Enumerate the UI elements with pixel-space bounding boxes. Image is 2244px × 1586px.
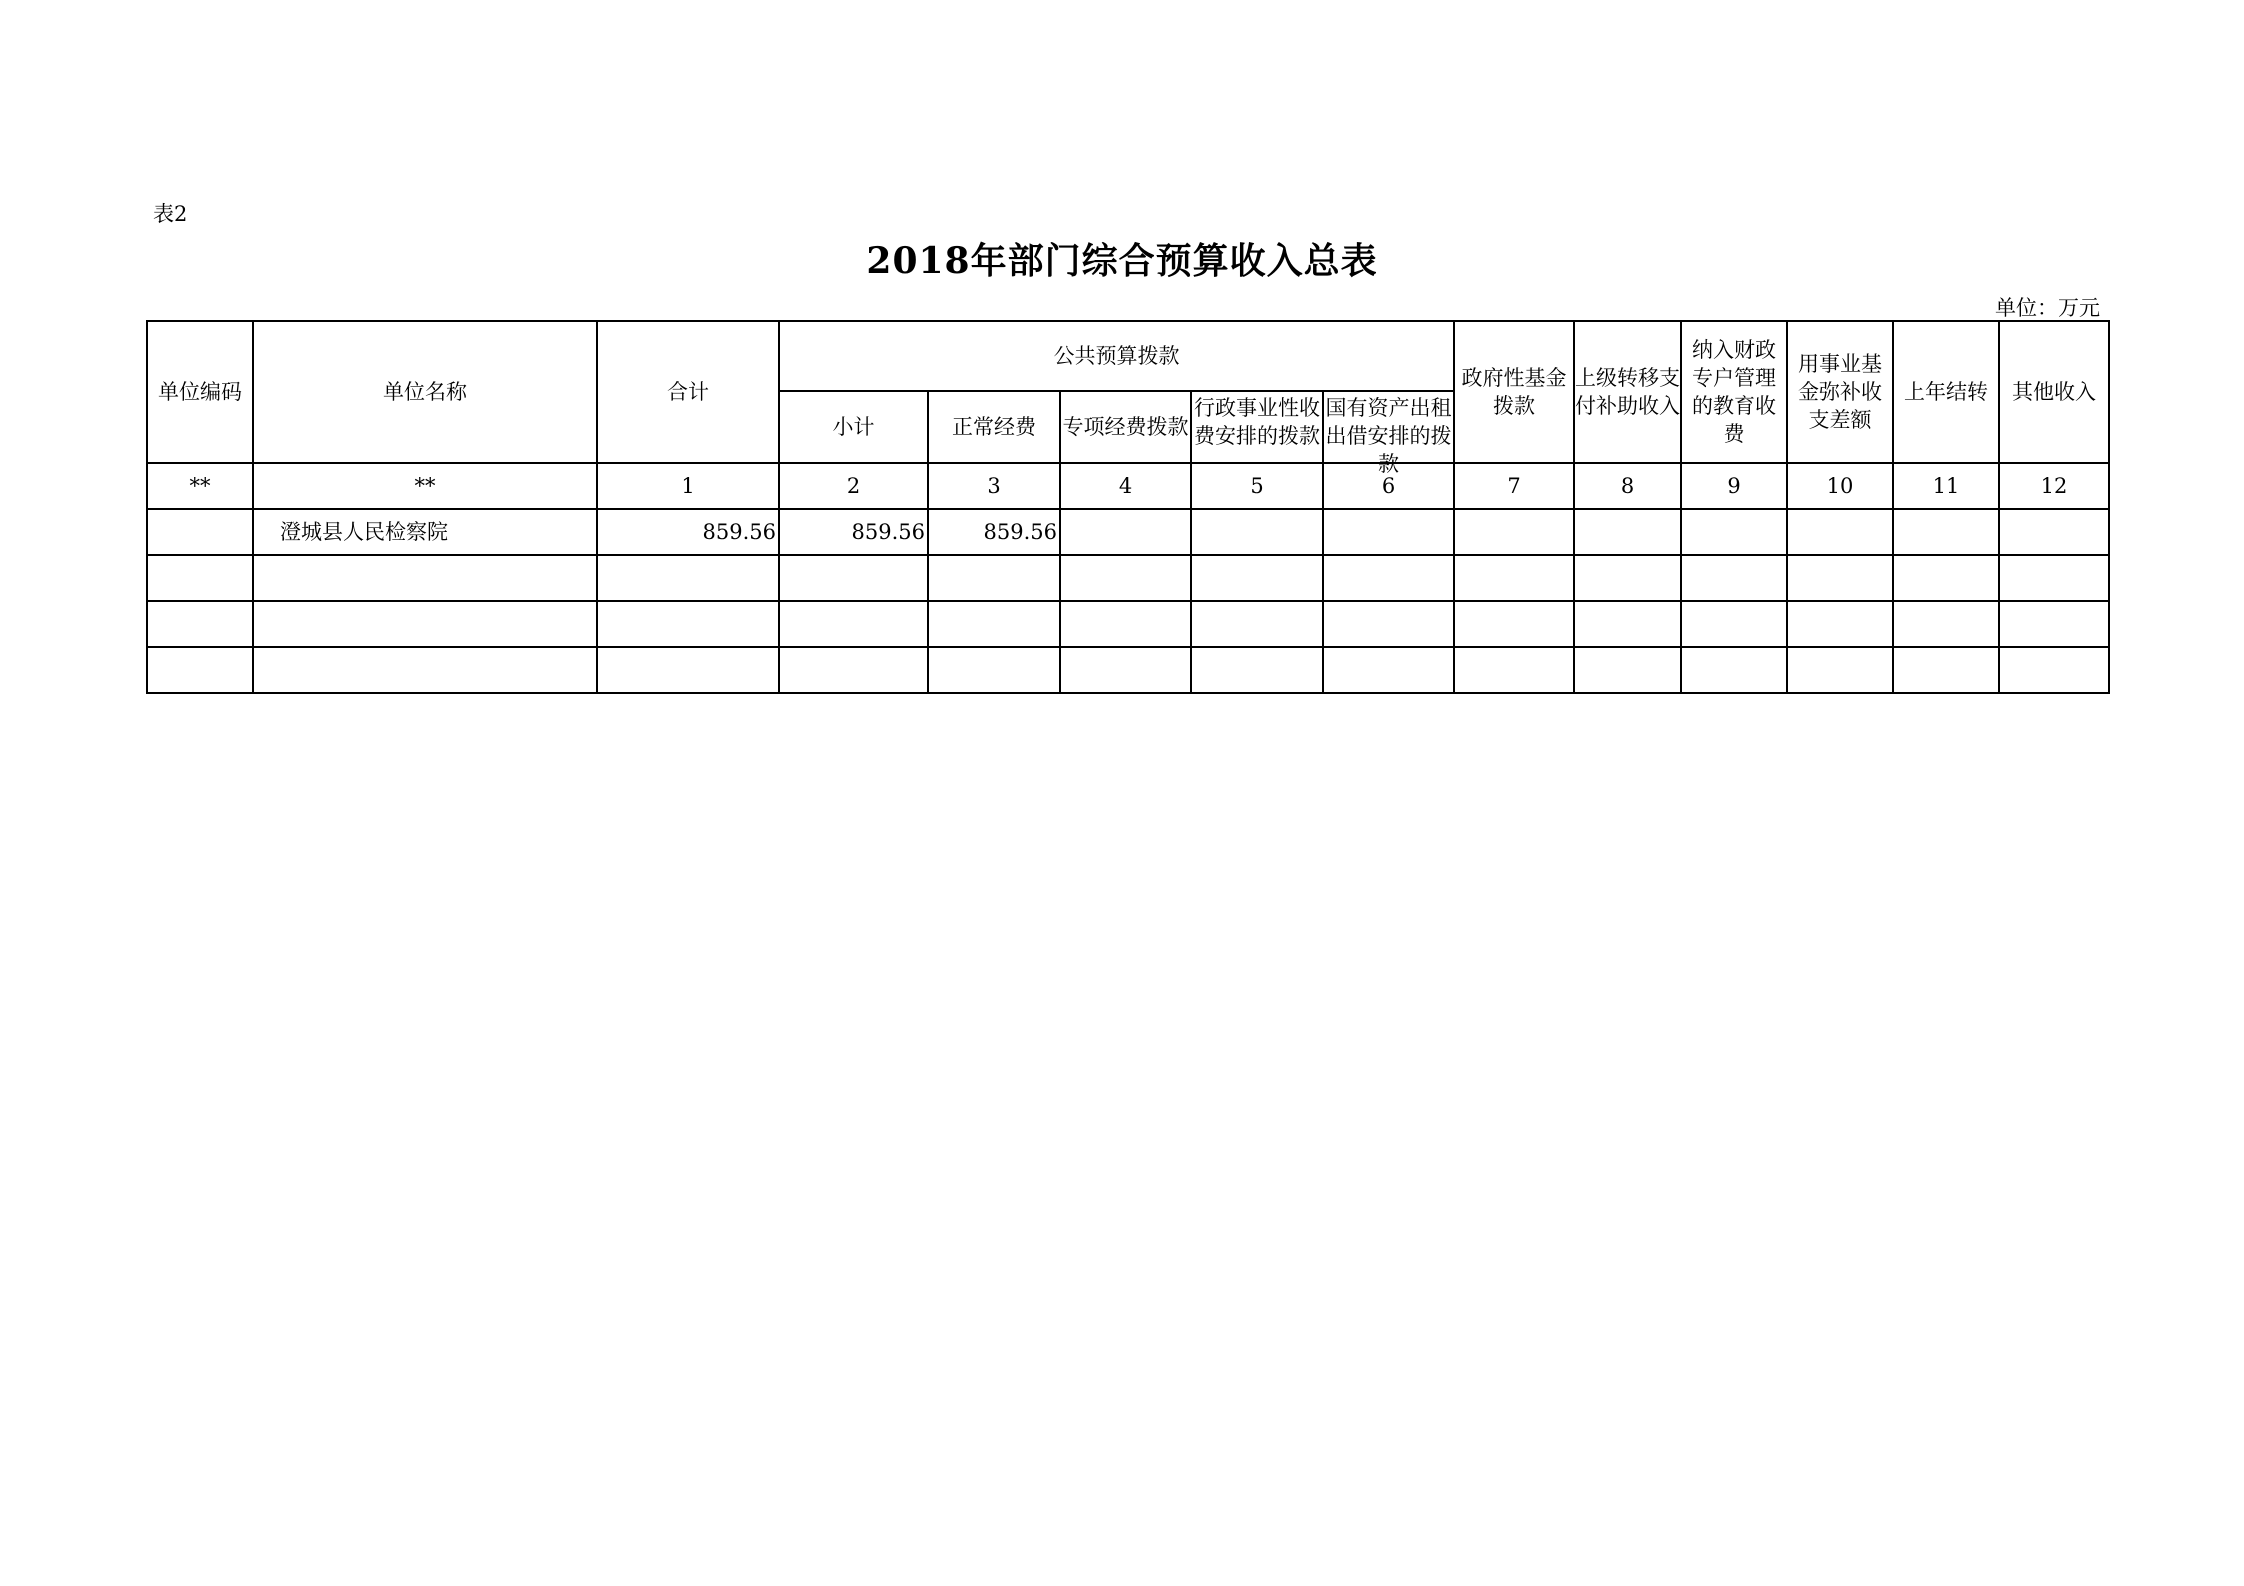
- index-cell: 3: [928, 463, 1060, 509]
- header-unit-code: 单位编码: [147, 321, 253, 463]
- table-cell: [1893, 601, 1999, 647]
- table-cell: [1191, 601, 1323, 647]
- table-row: [147, 509, 2109, 555]
- header-total: 合计: [597, 321, 779, 463]
- header-other-income: 其他收入: [1999, 321, 2109, 463]
- table-cell: [147, 555, 253, 601]
- table-cell: [779, 555, 928, 601]
- table-cell: [1574, 555, 1681, 601]
- table-cell: [1454, 509, 1574, 555]
- table-cell: [1323, 555, 1454, 601]
- table-cell: [1060, 555, 1191, 601]
- table-cell: [1191, 555, 1323, 601]
- table-row: [147, 601, 2109, 647]
- table-cell: [928, 555, 1060, 601]
- table-cell: [1060, 647, 1191, 693]
- table-cell: [779, 647, 928, 693]
- table-cell: [1681, 601, 1787, 647]
- table-cell: [1787, 555, 1893, 601]
- table-cell: [928, 601, 1060, 647]
- table-cell: [1681, 555, 1787, 601]
- table-cell: [1999, 509, 2109, 555]
- cell-unit-code: [147, 509, 253, 555]
- header-admin-fees-text: 行政事业性收费安排的拨款: [1194, 396, 1320, 448]
- table-cell: [928, 647, 1060, 693]
- table-cell: [1787, 601, 1893, 647]
- table-cell: [1999, 555, 2109, 601]
- table-cell: [1681, 509, 1787, 555]
- table-cell: [1999, 647, 2109, 693]
- table-cell: [1191, 509, 1323, 555]
- index-row: [147, 463, 2109, 509]
- table-cell: [1323, 601, 1454, 647]
- index-cell: 2: [779, 463, 928, 509]
- header-normal-funds: 正常经费: [928, 391, 1060, 463]
- header-state-assets: [1323, 391, 1454, 476]
- header-fund-balance: 用事业基金弥补收支差额: [1787, 321, 1893, 463]
- table-cell: [1323, 509, 1454, 555]
- table-cell: [147, 647, 253, 693]
- budget-income-table: [146, 320, 2110, 694]
- cell-total: 859.56: [597, 509, 779, 555]
- table-cell: [1060, 601, 1191, 647]
- table-cell: [779, 601, 928, 647]
- table-cell: [1574, 647, 1681, 693]
- table-cell: [253, 555, 597, 601]
- table-cell: [597, 601, 779, 647]
- table-cell: [597, 555, 779, 601]
- header-education-fees: 纳入财政专户管理的教育收费: [1681, 321, 1787, 463]
- cell-normal-funds: 859.56: [928, 509, 1060, 555]
- header-prior-carryover: 上年结转: [1893, 321, 1999, 463]
- header-subtotal: 小计: [779, 391, 928, 463]
- table-cell: [1323, 647, 1454, 693]
- header-admin-fees: [1191, 391, 1323, 463]
- index-cell: 1: [597, 463, 779, 509]
- index-cell: 6: [1323, 463, 1454, 509]
- table-cell: [597, 647, 779, 693]
- unit-label: 单位：万元: [1995, 296, 2100, 320]
- table-cell: [1191, 647, 1323, 693]
- index-cell: 7: [1454, 463, 1574, 509]
- table-cell: [1574, 509, 1681, 555]
- header-state-assets-text: 国有资产出租出借安排的拨款: [1325, 396, 1452, 476]
- table-cell: [1454, 647, 1574, 693]
- cell-unit-name: 澄城县人民检察院: [253, 509, 597, 555]
- table-cell: [1060, 509, 1191, 555]
- table-cell: [1681, 647, 1787, 693]
- table-cell: [1454, 601, 1574, 647]
- table-cell: [1893, 555, 1999, 601]
- index-cell: 11: [1893, 463, 1999, 509]
- index-cell: 5: [1191, 463, 1323, 509]
- header-unit-name: 单位名称: [253, 321, 597, 463]
- index-cell: **: [147, 463, 253, 509]
- table-cell: [1999, 601, 2109, 647]
- header-special-funds: 专项经费拨款: [1060, 391, 1191, 463]
- table-cell: [1787, 509, 1893, 555]
- index-cell: 12: [1999, 463, 2109, 509]
- table-cell: [1454, 555, 1574, 601]
- table-cell: [1787, 647, 1893, 693]
- table-cell: [147, 601, 253, 647]
- index-cell: 9: [1681, 463, 1787, 509]
- header-row-1: [147, 321, 2109, 391]
- cell-subtotal: 859.56: [779, 509, 928, 555]
- table-cell: [1574, 601, 1681, 647]
- index-cell: 4: [1060, 463, 1191, 509]
- page-title: 2018年部门综合预算收入总表: [866, 240, 1378, 282]
- header-superior-transfer: 上级转移支付补助收入: [1574, 321, 1681, 463]
- table-cell: [1893, 509, 1999, 555]
- table-row: [147, 555, 2109, 601]
- table-label: 表2: [153, 202, 188, 226]
- table-cell: [253, 647, 597, 693]
- index-cell: 10: [1787, 463, 1893, 509]
- index-cell: 8: [1574, 463, 1681, 509]
- table-row: [147, 647, 2109, 693]
- header-public-budget: 公共预算拨款: [779, 321, 1454, 391]
- header-gov-fund: 政府性基金拨款: [1454, 321, 1574, 463]
- table-cell: [1893, 647, 1999, 693]
- table-cell: [253, 601, 597, 647]
- index-cell: **: [253, 463, 597, 509]
